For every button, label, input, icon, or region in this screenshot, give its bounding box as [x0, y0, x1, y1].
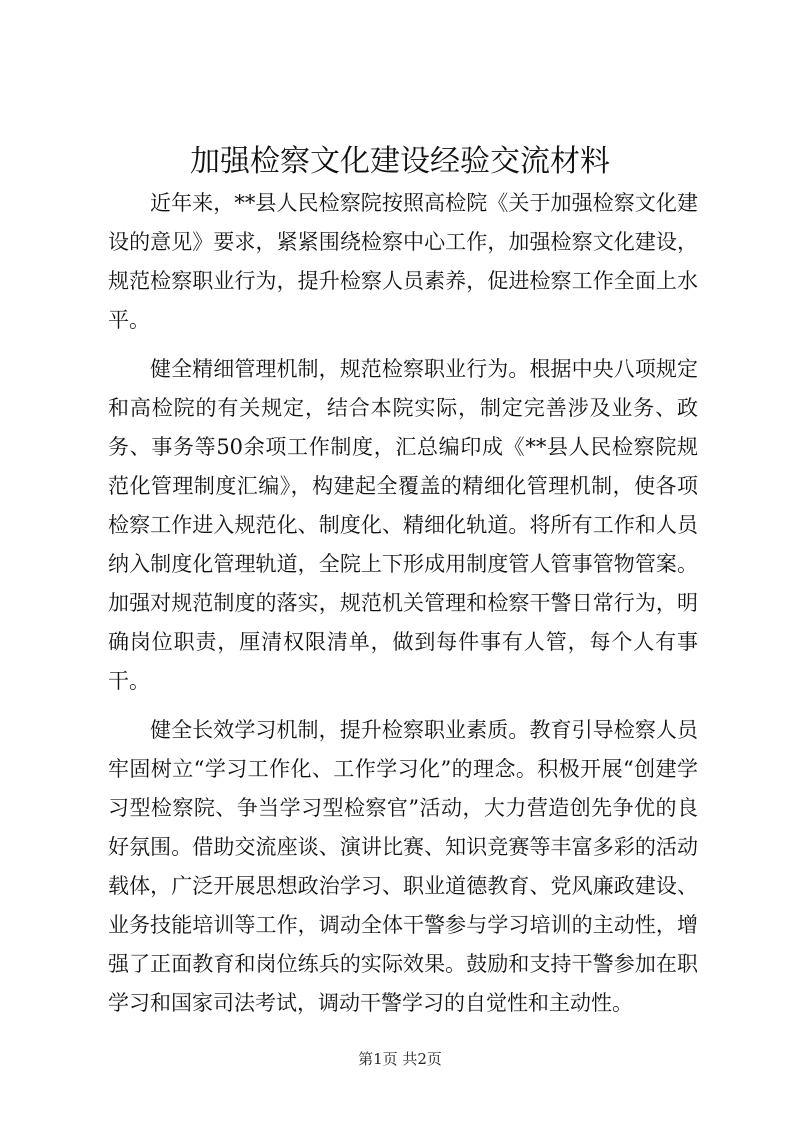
paragraph-learning: 健全长效学习机制，提升检察职业素质。教育引导检察人员牢固树立“学习工作化、工作学习化”的理念。积极开展“创建学习型检察院、争当学习型检察官”活动，大力营造创先争优的良好氛围。借助交流座谈、演讲比赛、知识竞赛等丰富多彩的活动载体，广泛开展思想政治学习、职业道德教育、党风廉政建设、业务技能培训等工作，调动全体干警参与学习培训的主动性，增强了正面教育和岗位练兵的实际效果。鼓励和支持干警参加在职学习和国家司法考试，调动干警学习的自觉性和主动性。	[108, 718, 698, 1015]
paragraph-intro: 近年来，**县人民检察院按照高检院《关于加强检察文化建设的意见》要求，紧紧围绕检察中心工作，加强检察文化建设，规范检察职业行为，提升检察人员素养，促进检察工作全面上水平。	[108, 191, 698, 332]
document-title: 加强检察文化建设经验交流材料	[190, 144, 610, 179]
page-footer: 第1页 共2页	[358, 1050, 442, 1068]
document-body	[108, 184, 698, 1033]
paragraph-management: 健全精细管理机制，规范检察职业行为。根据中央八项规定和高检院的有关规定，结合本院实际，制定完善涉及业务、政务、事务等50余项工作制度，汇总编印成《**县人民检察院规范化管理制度汇编》，构建起全覆盖的精细化管理机制，使各项检察工作进入规范化、制度化、精细化轨道。将所有工作和人员纳入制度化管理轨道，全院上下形成用制度管人管事管物管案。加强对规范制度的落实，规范机关管理和检察干警日常行为，明确岗位职责，厘清权限清单，做到每件事有人管，每个人有事干。	[108, 357, 698, 693]
